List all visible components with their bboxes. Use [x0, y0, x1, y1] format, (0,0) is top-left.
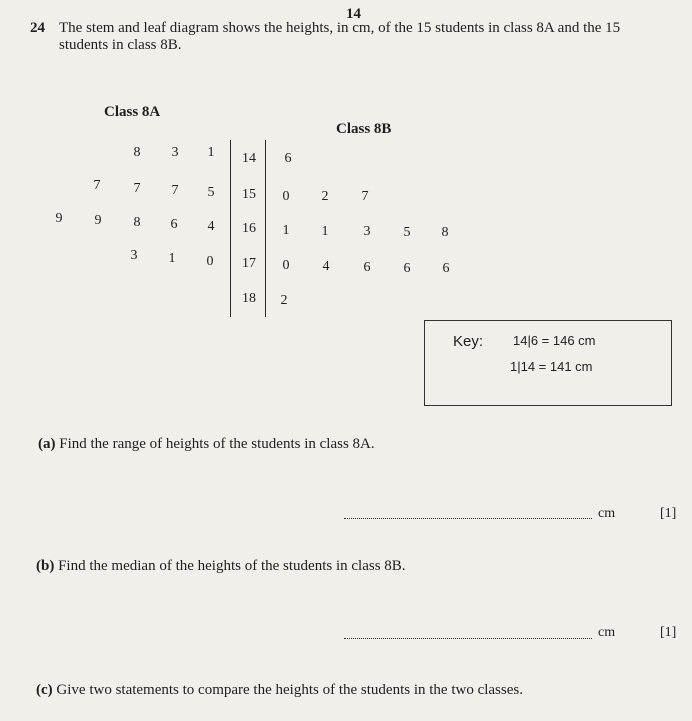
- page-number: 14: [346, 6, 361, 22]
- part-c-text: Give two statements to compare the heights of the students in the two classes.: [56, 682, 523, 698]
- unit-a: cm: [598, 506, 616, 521]
- leaf-8b: 1: [321, 224, 329, 239]
- right-divider: [265, 140, 266, 317]
- leaf-8b: 2: [321, 189, 329, 204]
- marks-b: [1]: [660, 625, 677, 640]
- answer-line-b[interactable]: [344, 638, 592, 639]
- answer-line-a[interactable]: [344, 518, 592, 519]
- unit-b: cm: [598, 625, 616, 640]
- question-text: The stem and leaf diagram shows the heights, in cm, of the 15 students in class 8A and the 15 students in class 8B.: [59, 20, 621, 53]
- leaf-8b: 8: [441, 225, 449, 240]
- leaf-8a: 6: [170, 217, 178, 232]
- leaf-8a: 1: [207, 145, 215, 160]
- marks-a: [1]: [660, 506, 677, 521]
- leaf-8b: 7: [361, 189, 369, 204]
- leaf-8b: 6: [363, 260, 371, 275]
- leaf-8b: 6: [442, 261, 450, 276]
- left-divider: [230, 140, 231, 317]
- leaf-8b: 6: [403, 261, 411, 276]
- stem-value: 15: [242, 187, 256, 202]
- leaf-8b: 0: [282, 189, 290, 204]
- question-number: 24: [30, 20, 45, 36]
- leaf-8b: 0: [282, 258, 290, 273]
- leaf-8a: 7: [171, 183, 179, 198]
- leaf-8a: 9: [94, 213, 102, 228]
- leaf-8a: 1: [168, 251, 176, 266]
- leaf-8b: 5: [403, 225, 411, 240]
- leaf-8a: 0: [206, 254, 214, 269]
- key-line-8b: 14|6 = 146 cm: [513, 333, 596, 348]
- part-b-letter: (b): [36, 558, 55, 574]
- part-c-letter: (c): [36, 682, 53, 698]
- leaf-8b: 1: [282, 223, 290, 238]
- leaf-8a: 7: [133, 181, 141, 196]
- leaf-8b: 4: [322, 259, 330, 274]
- leaf-8a: 5: [207, 185, 215, 200]
- leaf-8a: 7: [93, 178, 101, 193]
- leaf-8b: 3: [363, 224, 371, 239]
- leaf-8a: 3: [171, 145, 179, 160]
- stem-value: 14: [242, 151, 256, 166]
- key-label: Key:: [453, 333, 484, 350]
- leaf-8a: 9: [55, 211, 63, 226]
- part-b: [36, 558, 406, 575]
- part-a: [38, 436, 375, 453]
- stem-value: 16: [242, 221, 256, 236]
- class-8a-title: Class 8A: [104, 104, 161, 120]
- leaf-8a: 4: [207, 219, 215, 234]
- leaf-8a: 3: [130, 248, 138, 263]
- stem-value: 18: [242, 291, 256, 306]
- part-a-letter: (a): [38, 436, 56, 452]
- part-b-text: Find the median of the heights of the students in class 8B.: [58, 558, 406, 574]
- part-a-text: Find the range of heights of the students in class 8A.: [59, 436, 375, 452]
- leaf-8a: 8: [133, 215, 141, 230]
- leaf-8a: 8: [133, 145, 141, 160]
- class-8b-title: Class 8B: [336, 121, 392, 137]
- stem-value: 17: [242, 256, 256, 271]
- leaf-8b: 6: [284, 151, 292, 166]
- leaf-8b: 2: [280, 293, 288, 308]
- part-c: [36, 682, 523, 699]
- key-line-8a: 1|14 = 141 cm: [510, 359, 593, 374]
